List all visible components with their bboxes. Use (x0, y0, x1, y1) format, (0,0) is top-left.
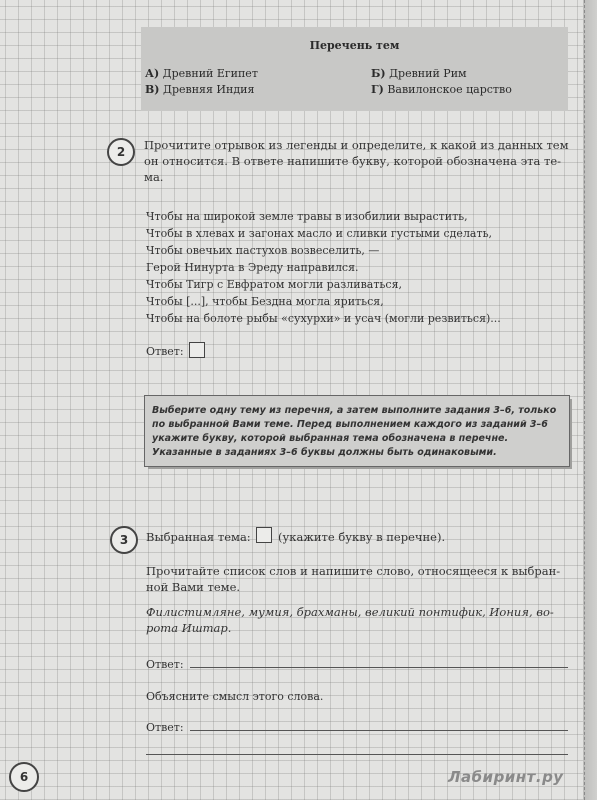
poem-line: Чтобы в хлевах и загонах масло и сливки густыми сделать, (146, 227, 493, 240)
theme-label: Древний Рим (389, 67, 467, 80)
theme-label: Древняя Индия (163, 83, 255, 96)
theme-item-g (371, 83, 512, 96)
chosen-theme-hint: (укажите букву в перечне). (278, 530, 446, 544)
explain-label: Объясните смысл этого слова. (146, 690, 324, 703)
instruction-notice (144, 395, 570, 467)
theme-letter: В) (145, 83, 160, 96)
chosen-theme-label: Выбранная тема: (146, 530, 251, 544)
page-fold (583, 0, 597, 800)
task3-answer-label: Ответ: (146, 658, 184, 671)
poem-line: Герой Нинурта в Эреду направился. (146, 261, 359, 274)
explain-answer-line-1[interactable] (190, 730, 568, 731)
theme-item-b (371, 67, 467, 80)
explain-answer-line-2[interactable] (146, 754, 568, 755)
theme-item-v (145, 83, 254, 96)
prompt-line: Прочитайте список слов и напишите слово, относящееся к выбран- (146, 564, 561, 578)
themes-list-box (141, 27, 568, 111)
word-list-line: рота Иштар. (146, 621, 232, 635)
page-number: 6 (9, 762, 39, 792)
chosen-theme-box[interactable] (256, 527, 272, 543)
theme-letter: Б) (371, 67, 386, 80)
word-list-line: Филистимляне, мумия, брахманы, великий понтифик, Иония, во- (146, 605, 554, 619)
task-number-2: 2 (107, 138, 135, 166)
task3-word-list (146, 604, 576, 636)
task2-answer-box[interactable] (189, 342, 205, 358)
theme-label: Древний Египет (162, 67, 258, 80)
poem-line: Чтобы на болоте рыбы «сухурхи» и усач (могли резвиться)... (146, 312, 501, 325)
task-number-3: 3 (110, 526, 138, 554)
notice-text: Выберите одну тему из перечня, а затем выполните задания 3–6, только по выбранной Вами теме. Перед выполнением каждого из заданий 3–6 укажите букву, которой выбранная тема обозначена в перечне. Указанные в заданиях 3–6 буквы должны быть одинаковыми. (152, 405, 557, 458)
prompt-line: Прочитите отрывок из легенды и определите, к какой из данных тем (144, 138, 569, 152)
prompt-line: ма. (144, 170, 164, 184)
poem-line: Чтобы овечьих пастухов возвеселить, — (146, 244, 380, 257)
task2-prompt (144, 137, 574, 185)
watermark-logo: Лабиринт.ру (448, 768, 564, 786)
poem-line: Чтобы [...], чтобы Бездна могла яриться, (146, 295, 384, 308)
theme-item-a (145, 67, 258, 80)
cut-line (584, 0, 585, 800)
poem-line: Чтобы Тигр с Евфратом могли разливаться, (146, 278, 403, 291)
task3-answer2-label: Ответ: (146, 721, 184, 734)
prompt-line: он относится. В ответе напишите букву, которой обозначена эта те- (144, 154, 562, 168)
task2-answer-label: Ответ: (146, 345, 184, 358)
poem-line: Чтобы на широкой земле травы в изобилии вырастить, (146, 210, 468, 223)
prompt-line: ной Вами теме. (146, 580, 241, 594)
themes-title: Перечень тем (309, 39, 400, 52)
theme-letter: А) (145, 67, 160, 80)
theme-label: Вавилонское царство (387, 83, 512, 96)
task3-answer-line[interactable] (190, 667, 568, 668)
task3-prompt (146, 563, 576, 595)
theme-letter: Г) (371, 83, 384, 96)
